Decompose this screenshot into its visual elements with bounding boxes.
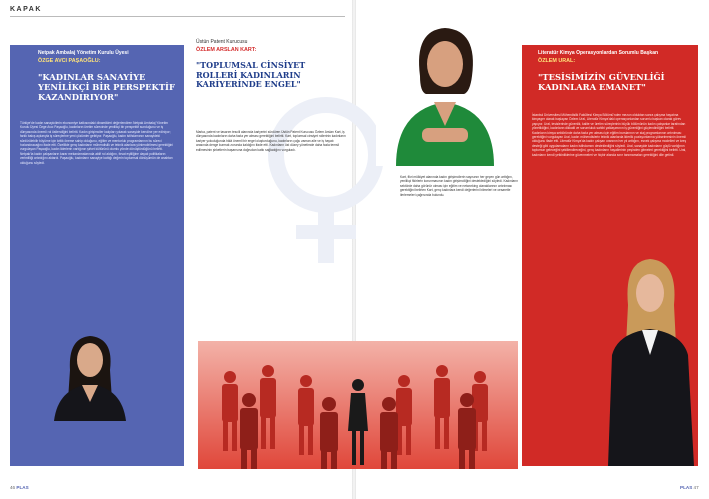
portrait-photo-center xyxy=(376,18,514,166)
footer-left-brand: PLAS xyxy=(16,485,29,490)
center-name: ÖZLEM ARSLAN KART: xyxy=(196,47,257,53)
left-quote: "KADINLAR SANAYİYE YENİLİKÇİ BİR PERSPEKTİF KAZANDIRIYOR" xyxy=(38,72,175,102)
right-role: Literatür Kimya Operasyonlardan Sorumlu Başkan xyxy=(538,50,659,56)
right-quote: "TESİSİMİZİN GÜVENLİĞİ KADINLARA EMANET" xyxy=(538,72,665,92)
section-label: KAPAK xyxy=(10,6,42,13)
illustration-crowd xyxy=(198,341,518,469)
left-name: ÖZGE AVCI PAŞAOĞLU: xyxy=(38,58,101,64)
footer-right-page-number: 47 xyxy=(693,485,699,490)
footer-left-page-number: 46 xyxy=(10,485,16,490)
left-body-text: Türkiye'de kadın sanayicilerin ekonomiye katkısındaki dinamikleri değerlendiren Netpak Ambalaj Yönetim Kurulu Üyesi Özge Avcı Paşaoğlu, kadınların üretim sürecinde yenilikçi bir perspektif sunduğunu ve iş dünyasında önemli rol üstlendiğini belirtti. Kadın girişimciler kalıpları yıkarak sanayide kendine yer ediniyor; farklı bakış açılarıyla iş süreçlerine yeni çözümler getiriyor. Paşaoğlu, kadın istihdamının sanayideki sürdürülebilir büyüme için kritik öneme sahip olduğunu, eğitim ve mentorluk programlarının bu süreci hızlandıracağını ifade etti. Özellikle genç kadınların mühendislik ve teknik alanlara yönlendirilmesi gerektiğini vurgulayan Paşaoğlu, kadın liderlerin varlığının şirket kültürünü olumlu yönde dönüştürdüğünü belirtti. Netpak'ta kadın çalışanların karar mekanizmalarında aktif rol aldığını, fırsat eşitliğine dayalı politikaların verimliliği artırdığını aktardı. Paşaoğlu, kadınların sanayiye kattığı değerin toplumsal dönüşümün de anahtarı olduğunu söyledi. xyxy=(20,121,173,165)
center-quote: "TOPLUMSAL CİNSİYET ROLLERİ KADINLARIN KARİYERİNDE ENGEL" xyxy=(196,60,306,90)
header-rule xyxy=(10,16,345,17)
left-role: Netpak Ambalaj Yönetim Kurulu Üyesi xyxy=(38,50,129,56)
center-body-text: Marka, patent ve tasarım tescili alanında kariyerini sürdüren Üstün Patent Kurucusu Özlem Arslan Kart, iş dünyasında kadınların daha fazla yer alması gerektiğini belirtti. Kart, toplumsal cinsiyet rollerinin kadınların kariyer yolculuğunda hâlâ önemli bir engel oluşturduğunu, kadınların çoğu zaman aile ve iş hayatı arasında denge kurmak zorunda kaldığını ifade etti. Kadınların üst düzey yönetimde daha fazla temsil edilmesinin şirketlerin başarısına doğrudan katkı sağladığını vurguladı. xyxy=(196,130,346,152)
right-name: ÖZLEM URAL: xyxy=(538,58,576,64)
center-body-text-continued: Kart, fikri mülkiyet alanında kadın girişimcilerin sayısının her geçen gün arttığını, yenilikçi fikirlerin korunmasının kadın girişimciliğini desteklediğini söyledi. Kadınların sektörde daha görünür olması için eğitim ve networking olanaklarının artırılması gerektiğini belirten Kart, genç kadınlara kendi değerlerini bilmeleri ve cesaretle ilerlemeleri çağrısında bulundu. xyxy=(400,175,518,197)
center-role: Üstün Patent Kurucusu xyxy=(196,39,248,45)
footer-right-brand: PLAS xyxy=(680,485,693,490)
footer-right xyxy=(680,485,699,490)
portrait-photo-left xyxy=(40,330,140,421)
footer-left xyxy=(10,485,29,490)
portrait-photo-right xyxy=(598,235,698,466)
right-body-text: İstanbul Üniversitesi Mühendislik Fakültesi Kimya Bölümü'nden mezun olduktan sonra çalışma hayatına kimyager olarak başlayan Özlem Ural, Literatür Kimya'daki operasyonlardan sorumlu başkan olarak görev yapıyor. Ural, tesislerinde güvenlik, kalite ve üretim süreçlerinin büyük bölümünün kadın çalışanlar tarafından yönetildiğini, kadınların dikkatli ve sorumluluk sahibi yaklaşımının iş güvenliğini güçlendirdiğini belirtti. Kadınların kimya sektöründe daha fazla yer alması için eğitim burslarının ve staj programlarının artırılması gerektiğini vurgulayan Ural, kadın mühendislerin teknik alanlarda liderlik pozisyonlarına yükselmesinin önemli olduğunu ifade etti. Literatür Kimya'da kadın çalışan oranının her yıl arttığını, esnek çalışma modelleri ve kreş desteği gibi uygulamaların kadın istihdamını desteklediğini söyledi. Ural, sanayide kadınların güçlü varlığının toplumun geleceğini şekillendireceğini, genç kadınların hayallerinin peşinden gitmeleri gerektiğini belirtti. Ural, kadınların kendi yetkinliklerine güvenmeleri ve hiçbir alanda sınır tanımamaları gerektiğini dile getirdi. xyxy=(532,113,687,157)
